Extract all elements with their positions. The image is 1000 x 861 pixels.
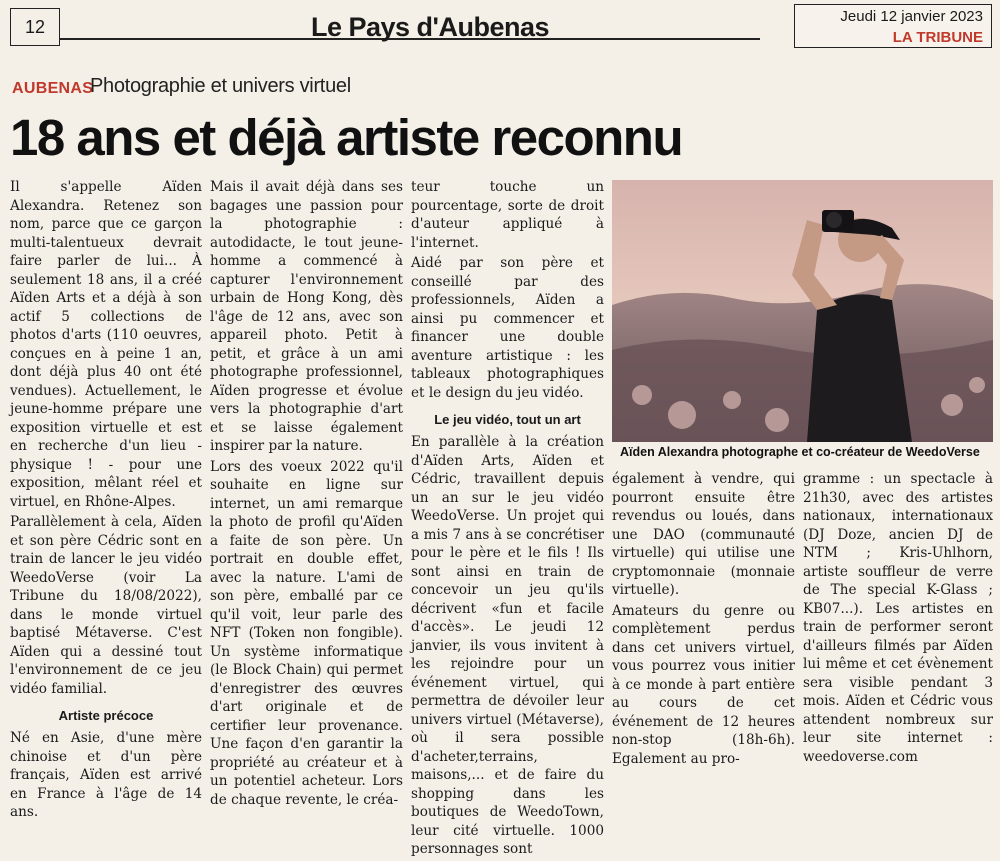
paragraph: En parallèle à la création d'Aïden Arts, Aïden et Cédric, travaillent depuis un an sur le jeu vidéo WeedoVerse. Un projet qui a mis 7 ans à se concrétiser pour le père et le fils ! Ils sont ainsi en train de concevoir un jeu qu'ils décrivent «fun et facile d'accès». Le jeudi 12 janvier, ils vous invitent à les rejoindre pour un événement virtuel, qui permettra de dévoiler leur univers virtuel (Métaverse), où il sera possible d'acheter,terrains, maisons,... et de faire du shopping dans les boutiques de WeedoTown, leur cité virtuelle. 1000 personnages sont [411,434,604,857]
issue-date: Jeudi 12 janvier 2023 [840,8,983,25]
photographer-illustration [612,180,993,442]
article-column-5 [803,470,993,768]
photo-caption: Aïden Alexandra photographe et co-créateur de WeedoVerse [620,445,980,459]
newspaper-brand: LA TRIBUNE [892,29,983,46]
paragraph: Il s'appelle Aïden Alexandra. Retenez son nom, parce que ce garçon multi-talentueux devrait faire parler de lui... À seulement 18 ans, il a créé Aïden Arts et a déjà à son actif 5 collections de photos d'arts (110 oeuvres, conçues en à peine 1 an, dont déjà plus 40 ont été vendues). Actuellement, le jeune-homme prépare une exposition virtuelle et est en recherche d'un lieu - physique ! - pour une exposition, mêlant réel et virtuel, en Rhône-Alpes. [10,179,202,510]
paragraph: Né en Asie, d'une mère chinoise et d'un père français, Aïden est arrivé en France à l'âge de 14 ans. [10,730,202,820]
article-column-3 [411,178,604,861]
article-column-1 [10,178,202,824]
paragraph: également à vendre, qui pourront ensuite être revendus ou loués, dans une DAO (communauté virtuelle) qui utilise une cryptomonnaie (monnaie virtuelle). [612,471,795,598]
paragraph: Mais il avait déjà dans ses bagages une passion pour la photographie : autodidacte, le tout jeune-homme a commencé à capturer l'environnement urbain de Hong Kong, dès l'âge de 12 ans, avec son appareil photo. Petit à petit, et grâce à un ami photographe professionnel, Aïden progresse et évolue vers la photographie d'art et se laisse également inspirer par la nature. [210,179,403,454]
paragraph: gramme : un spectacle à 21h30, avec des artistes nationaux, internationaux (DJ Doze, ancien DJ de NTM ; Kris-Uhlhorn, artiste souffleur de verre de The special K-Glass ; KB07...). Les artistes en train de performer seront d'ailleurs filmés par Aïden lui même et cet évènement sera visible pendant 3 mois. Aïden et Cédric vous attendent nombreux sur leur site internet : weedoverse.com [803,471,993,765]
paragraph: Amateurs du genre ou complètement perdus dans cet univers virtuel, vous pourrez vous initier à ce monde à part entière au cours de cet événement de 12 heures non-stop (18h-6h). Egalement au pro- [612,602,795,767]
date-box [794,4,992,48]
paragraph: Aidé par son père et conseillé par des professionnels, Aïden a ainsi pu commencer et financer une double aventure artistique : les tableaux photographiques et le design du jeu vidéo. [411,255,604,401]
article-column-2 [210,178,403,811]
subheading: Le jeu vidéo, tout un art [434,412,581,427]
article-column-4 [612,470,795,770]
page-number: 12 [10,8,60,46]
article-location: AUBENAS [12,80,94,97]
paragraph: Parallèlement à cela, Aïden et son père Cédric sont en train de lancer le jeu vidéo WeedoVerse (voir La Tribune du 18/08/2022), dans le monde virtuel baptisé Métaverse. C'est Aïden qui a dessiné tout l'environnement de ce jeu vidéo familial. [10,514,202,697]
paragraph: teur touche un pourcentage, sorte de droit d'auteur appliqué à l'internet. [411,179,604,251]
article-headline: 18 ans et déjà artiste reconnu [10,109,683,166]
section-title: Le Pays d'Aubenas [310,12,549,42]
paragraph: Lors des voeux 2022 qu'il souhaite en ligne sur internet, un ami remarque la photo de profil qu'Aïden a faite de son père. Un portrait en double effet, avec la nature. L'ami de son père, emballé par ce qu'il voit, leur parle des NFT (Token non fongible). Un système informatique (le Block Chain) qui permet d'enregistrer des œuvres d'art originale et de certifier leur provenance. Une façon d'en garantir la propriété au créateur et à un potentiel acheteur. Lors de chaque revente, le créa- [210,458,403,808]
article-kicker: Photographie et univers virtuel [90,75,351,97]
subheading: Artiste précoce [58,708,154,723]
article-photo [612,180,993,442]
